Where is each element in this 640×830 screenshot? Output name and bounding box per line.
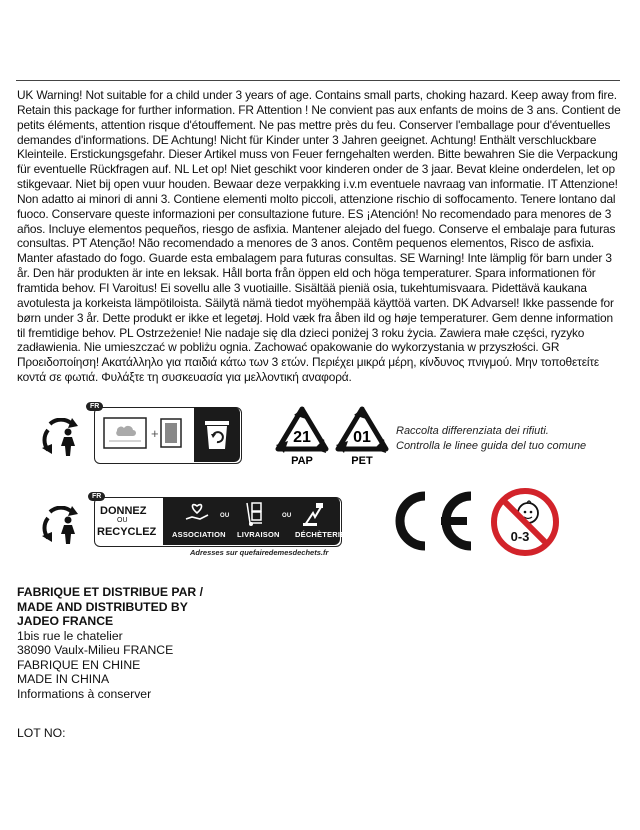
top-divider xyxy=(16,80,620,81)
triman-person-icon-2 xyxy=(42,506,86,546)
donnez-label: DONNEZ xyxy=(100,505,147,517)
recyclez-label: RECYCLEZ xyxy=(97,526,157,538)
raccolta-note xyxy=(396,424,586,454)
made-in-fr: FABRIQUE EN CHINE xyxy=(17,657,141,672)
heart-hand-icon xyxy=(184,501,210,525)
ou-label: OU xyxy=(117,517,128,524)
maker-street: 1bis rue le chatelier xyxy=(17,628,123,643)
triman-person-icon xyxy=(42,418,86,458)
association-label: ASSOCIATION xyxy=(172,530,226,539)
raccolta-line-2: Controlla le linee guida del tuo comune xyxy=(396,440,587,452)
ce-mark-icon xyxy=(385,490,477,552)
recycle-bin-icon xyxy=(204,418,230,450)
fr-tag-2: FR xyxy=(88,492,105,501)
maker-company: JADEO FRANCE xyxy=(17,614,114,628)
maker-city: 38090 Vaulx-Milieu FRANCE xyxy=(17,643,174,657)
ou-small-1: OU xyxy=(220,513,230,519)
keep-info: Informations à conserver xyxy=(17,686,152,701)
hand-truck-icon xyxy=(244,501,266,527)
maker-line-2: MADE AND DISTRIBUTED BY xyxy=(17,599,188,614)
maker-line-1: FABRIQUE ET DISTRIBUE PAR / xyxy=(17,585,203,599)
raccolta-line-1: Raccolta differenziata dei rifiuti. xyxy=(396,425,549,437)
pap-label: PAP xyxy=(291,455,313,467)
pet-number: 01 xyxy=(353,429,371,446)
pap-number: 21 xyxy=(293,429,311,446)
pet-01-recycle-icon xyxy=(334,405,390,467)
made-in-en: MADE IN CHINA xyxy=(17,672,110,686)
adresses-note: Adresses sur quefairedemesdechets.fr xyxy=(190,548,329,557)
pet-label: PET xyxy=(351,455,373,467)
manufacturer-info xyxy=(17,585,203,701)
ou-small-2: OU xyxy=(282,513,292,519)
plus-sign: + xyxy=(151,426,159,441)
tray-icon xyxy=(160,418,182,448)
dechetterie-icon xyxy=(301,501,325,527)
livraison-label: LIVRAISON xyxy=(237,530,280,539)
age-badge-text: 0-3 xyxy=(510,529,530,544)
decheterie-label: DÉCHÈTERIE xyxy=(295,530,346,539)
pap-21-recycle-icon xyxy=(274,405,330,467)
safety-warning-text: UK Warning! Not suitable for a child under 3 years of age. Contains small parts, choking hazard. Keep away from fire. Retain this package for further information. FR Attention ! Ne convient pas aux enfants de moins de 3 ans. Contient de petits éléments, attention risque d'étouffement. Ne pas mettre près du feu. Conserver l'emballage pour d'éventuelles demandes d'informations. DE Achtung! Nicht für Kinder unter 3 Jahren geeignet. Achtung! Enthält verschluckbare Kleinteile. Erstickungsgefahr. Dieser Artikel muss von Feuer ferngehalten werden. Bitte bewahren Sie die Verpackung für eventuelle Rückfragen auf. NL Let op! Niet geschikt voor kinderen onder de 3 jaar. Bevat kleine onderdelen, let op stikgevaar. Niet bij open vuur houden. Bewaar deze verpakking i.v.m eventuele navraag van informatie. IT Attenzione! Non adatto ai minori di anni 3. Contiene elementi molto piccoli, attenzione rischio di soffocamento. Tenere lontano dal fuoco. Conservare queste informazioni per consultazione future. ES ¡Atención! No recomendado para menores de 3 años. Incluye elementos pequeños, riesgo de asfixia. Mantener alejado del fuego. Conserve el embalaje para futuras consultas. PT Atenção! Não recomendado a menores de 3 anos. Contêm pequenos elementos, Risco de asfixia. Manter afastado do fogo. Guarde esta embalagem para futuras consultas. SE Warning! Inte lämplig för barn under 3 år. Den här produkten är inte en leksak. Håll borta från öppen eld och höga temperaturer. Spara informationen för framtida behov. FI Varoitus! Ei sovellu alle 3 vuotiaille. Sisältää pieniä osia, tukehtumisvaara. Pidettävä kaukana avotulesta ja korkeista lämpötiloista. Säilytä nämä tiedot myöhempää käyttöä varten. DK Advarsel! Ikke passende for børn under 3 år. Dette produkt er ikke et legetøj. Hold væk fra åben ild og høje temperaturer. Gem denne information til fremtidige behov. PL Ostrzeżenie! Nie nadaje się dla dzieci poniżej 3 roku życia. Zawiera małe części, ryzyko zadławienia. Nie umieszczać w pobliżu ognia. Zachować opakowanie do wykorzystania w przyszłości. GR Προειδοποίηση! Ακατάλληλο για παιδιά κάτω των 3 ετών. Περιέχει μικρά μέρη, κίνδυνος πνιγμού. Μην τοποθετείτε κοντά σε φωτιά. Φυλάξτε τη συσκευασία για μελλοντική αναφορά. xyxy=(17,88,621,385)
box-with-cloud-icon xyxy=(103,417,147,449)
lot-number-label: LOT NO: xyxy=(17,726,66,740)
fr-tag: FR xyxy=(86,402,103,411)
not-for-under-3-icon xyxy=(490,487,560,557)
